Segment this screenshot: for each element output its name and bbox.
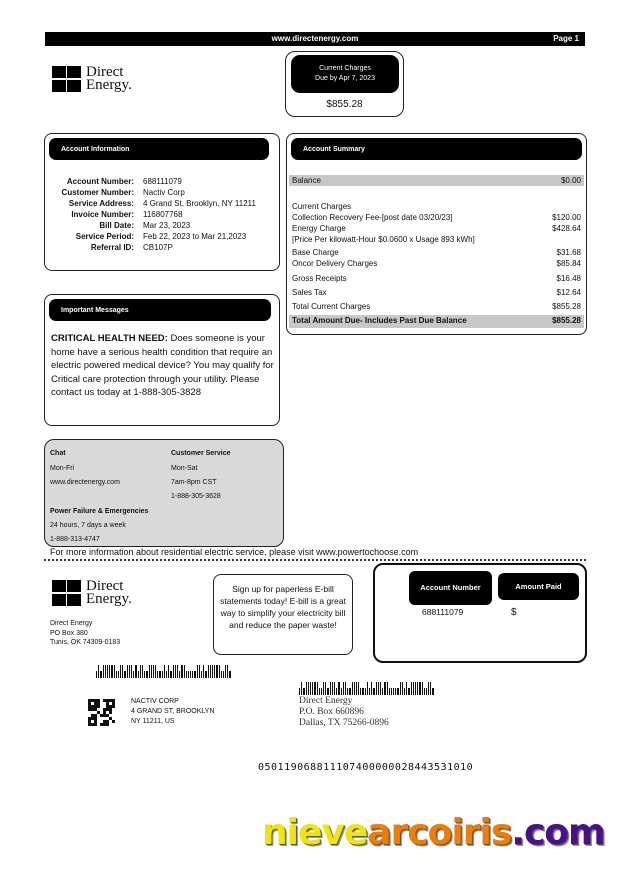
panel-title: Account Information xyxy=(49,138,269,160)
logo-text: Direct Energy. xyxy=(86,578,132,607)
charge-row: [Price Per kilowatt-Hour $0.0600 x Usage 893 kWh] xyxy=(292,235,475,244)
info-line: For more information about residential electric service, please visit www.powertochoose.com xyxy=(50,547,419,557)
contact-panel xyxy=(44,439,284,547)
ocr-scan-line: 050119068811107400000028443531010 xyxy=(258,762,474,773)
info-row: Customer Number: Nactiv Corp xyxy=(61,188,185,197)
info-row: Referral ID: CB107P xyxy=(90,243,173,252)
watermark: nievearcoiris.com xyxy=(262,812,605,853)
amount-paid-field[interactable]: $ xyxy=(511,607,517,618)
emergency-phone[interactable]: 1-888-313-4747 xyxy=(50,536,100,543)
postal-barcode-payment xyxy=(299,682,434,695)
current-charges-heading: Current Charges xyxy=(292,202,352,211)
emergency-title: Power Failure & Emergencies xyxy=(50,508,149,515)
due-label: Current Charges Due by Apr 7, 2023 xyxy=(291,55,399,93)
charge-row: Gross Receipts $16.48 xyxy=(292,274,581,283)
customer-service-phone[interactable]: 1-888-305-3628 xyxy=(171,493,221,500)
qr-code-icon xyxy=(88,699,115,726)
charge-row: Oncor Delivery Charges $85.84 xyxy=(292,259,581,268)
total-amount-due-row: Total Amount Due- Includes Past Due Balance $855.28 xyxy=(289,315,584,328)
return-address: Direct Energy PO Box 380 Tunis, OK 74309-0183 xyxy=(50,620,121,646)
account-summary-panel xyxy=(286,133,587,335)
panel-title: Account Summary xyxy=(291,138,582,160)
logo-mark-icon xyxy=(52,580,82,606)
panel-title: Important Messages xyxy=(49,299,271,321)
account-info-table xyxy=(53,176,256,253)
customer-service-days: Mon-Sat xyxy=(171,465,198,472)
due-amount: $855.28 xyxy=(326,99,363,110)
page-number: Page 1 xyxy=(553,34,579,43)
customer-service-hours: 7am-8pm CST xyxy=(171,479,217,486)
brand-logo-remittance xyxy=(52,580,132,606)
logo-mark-icon xyxy=(52,66,82,92)
payment-mailing-address: Direct Energy P.O. Box 660896 Dallas, TX 75266-0896 xyxy=(299,696,389,728)
charge-row: Base Charge $31.68 xyxy=(292,248,581,257)
balance-row: Balance $0.00 xyxy=(289,175,584,186)
important-messages-panel xyxy=(44,294,280,426)
info-row: Bill Date: Mar 23, 2023 xyxy=(99,221,191,230)
emergency-hours: 24 hours, 7 days a week xyxy=(50,522,126,529)
info-row: Invoice Number: 116807768 xyxy=(71,210,183,219)
chat-web-link[interactable]: www.directenergy.com xyxy=(50,479,120,486)
message-body: CRITICAL HEALTH NEED: Does someone is your home have a serious health condition that require an electric powered medical device? You may qualify for Critical care protection through your utility. Please contact us today at 1-888-305-3828 xyxy=(51,333,274,398)
total-current-charges-row: Total Current Charges $855.28 xyxy=(292,302,581,311)
info-row: Service Address: 4 Grand St, Brooklyn, NY 11211 xyxy=(68,199,256,208)
postal-barcode-customer xyxy=(96,665,231,678)
customer-mailing-address: NACTIV CORP 4 GRAND ST, BROOKLYN NY 11211, US xyxy=(131,698,215,725)
ebill-promo: Sign up for paperless E-bill statements today! E-bill is a great way to simplify your electricity bill and reduce the paper waste! xyxy=(213,574,353,655)
header-bar xyxy=(45,32,585,46)
stub-account-number: 688111079 xyxy=(422,607,464,617)
brand-logo xyxy=(52,66,132,92)
charge-row: Sales Tax $12.64 xyxy=(292,288,581,297)
logo-text: Direct Energy. xyxy=(86,64,132,93)
tear-line-divider xyxy=(44,559,586,561)
payment-stub xyxy=(373,563,587,663)
info-row: Service Period: Feb 22, 2023 to Mar 21,2023 xyxy=(75,232,247,241)
customer-service-title: Customer Service xyxy=(171,450,231,457)
account-information-panel xyxy=(44,133,280,271)
account-number-header: Account Number xyxy=(409,571,492,605)
amount-paid-header: Amount Paid xyxy=(498,573,579,600)
header-url[interactable]: www.directenergy.com xyxy=(271,34,359,43)
charge-row: Collection Recovery Fee-[post date 03/20/23] $120.00 xyxy=(292,213,581,222)
chat-days: Mon-Fri xyxy=(50,465,75,472)
chat-title: Chat xyxy=(50,450,66,457)
info-row: Account Number: 688111079 xyxy=(66,177,182,186)
charge-row: Energy Charge $428.64 xyxy=(292,224,581,233)
